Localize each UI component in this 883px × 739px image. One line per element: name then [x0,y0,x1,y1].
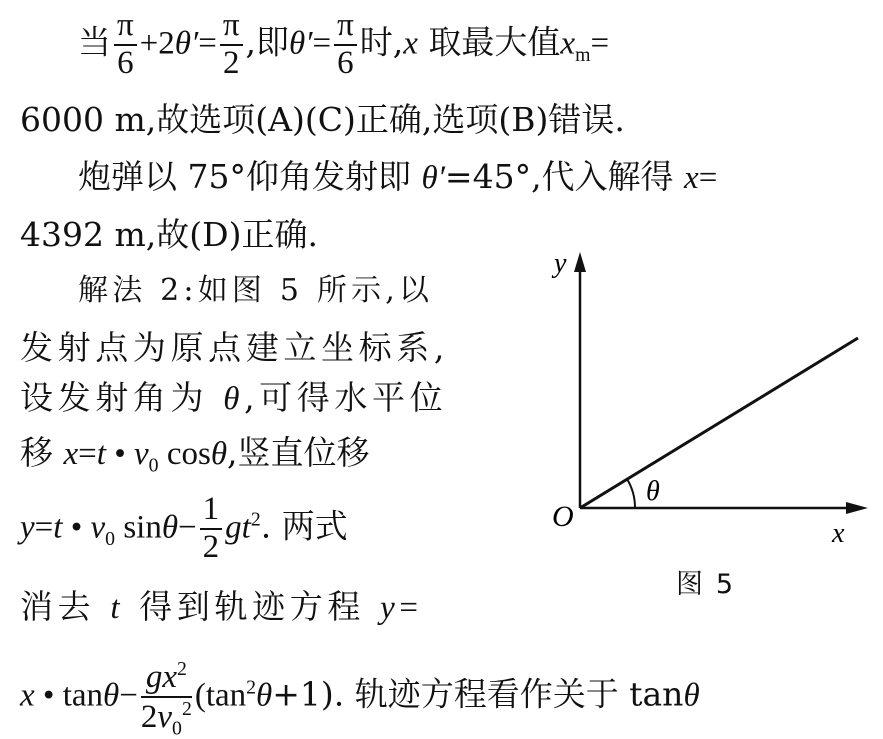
fraction-gx2-over-2v02: $\frac{gx^2}{2v_0^2}$ [140,658,192,739]
text-line-4: 4392 m,故(D)正确. [20,215,318,254]
fraction-pi-over-2: $\frac{\pi}{2}$ [220,8,243,81]
fraction-pi-over-6: $\frac{\pi}{6}$ [114,8,137,81]
angle-arc [627,479,635,508]
figure-caption: 图 5 [676,569,736,600]
line2-text: 6000 m,故选项(A)(C)正确,选项(B)错误. [20,100,625,139]
y-axis-label: y [554,250,567,279]
line1-start: 当 [78,22,111,62]
text-line-11: x • tanθ− $\frac{gx^2}{2v_0^2}$ $(\tan^2\theta+1)$. 轨迹方程看作关于 tanθ [20,658,700,739]
x-axis-arrow [846,502,868,514]
text-line-5: 解法 2:如图 5 所示,以 [78,273,434,308]
text-line-3: 炮弹以 75°仰角发射即 θ′=45°,代入解得 x= [78,157,718,196]
y-axis-arrow [574,252,586,272]
launch-line [580,338,858,508]
text-line-6: 发射点为原点建立坐标系, [20,328,449,367]
origin-label: O [552,500,574,533]
text-line-1: 当 $\frac{\pi}{6}$ +2θ′= $\frac{\pi}{2}$ ,即θ′= $\frac{\pi}{6}$ 时,x 取最大值$x_m=$ [78,7,610,81]
text-line-2 [20,100,625,139]
text-line-9: y=t • $v_0$ sinθ− $\frac{1}{2}$ $gt^2$. 两式 [20,491,348,565]
figure-5-diagram [540,250,870,550]
angle-label: θ [646,476,660,507]
fraction-one-half: $\frac{1}{2}$ [200,492,223,565]
text-line-7: 设发射角为 θ,可得水平位 [20,378,448,417]
fraction-pi-over-6-b: $\frac{\pi}{6}$ [334,8,357,81]
text-line-8: 移 x=t • $v_0$ cosθ,竖直位移 [20,433,370,477]
text-line-10: 消去 t 得到轨迹方程 y= [20,587,423,626]
x-axis-label: x [832,518,845,549]
